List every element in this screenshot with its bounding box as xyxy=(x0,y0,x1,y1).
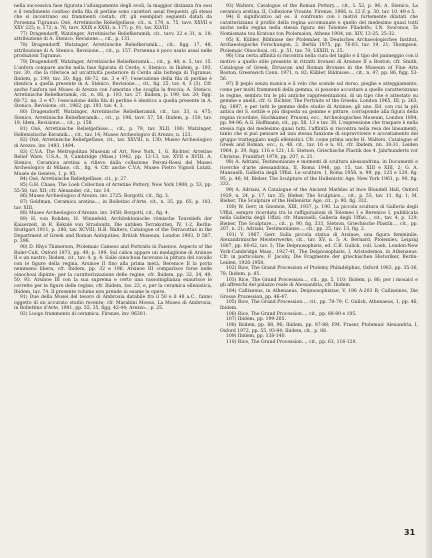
footnote: 105) Rice, The Grand Procession..., cit., pp. 78-79; C. Gulick, Athenaeus, 1, pp. 46; Ibidem. xyxy=(220,300,418,311)
footnote: 109) Ibidem, pp. 138-140. xyxy=(226,334,286,340)
footnote: 77) Dragendorff, Watzinger, Arretinische Reliefkeramik, cit., tavv. 22 e 31, n. 18; attribuzione di A. Stenico, Revisione..., cit., p. 131. xyxy=(14,31,212,43)
footnote: 95) K. Kübler, Bildnisse der Ptolemäer, in Deutsches Archaeologisches Institut, Archaeologische Forschungen, 2, Berlin 1975, pp. 76-83, tav. 19, 21; Thompson, Ptolemaic Oinochoai, cit., p. 51, tav. 70; LXXIII, n. 25. xyxy=(220,37,418,54)
footnote: 91) Due della Musei del tesoro di Ambrosia databile fra il 50 e il 48 a.C., fanno oggetto di un accurato studio recente; cfr. Marabini Moeus, La Museo di Ambrosia, in Bollettino d'Arte, 1981, pp. 55, 35, figg. 42-44; Arezzo... p. 25. xyxy=(14,295,212,312)
footnote: 110) Rice, The Grand Procession..., cit., pp. 63, 116-120. xyxy=(226,340,357,345)
footnote: 94) E significativo ad es. il confronto con i motivi fortemente dilatati che caratterizzano il profilo della regina accomunate e quello del medesimo quasi tutti anche nella regina nella stessa figura del Tolomeo Filadelfo; I.N. Svoronos, Ta Nomismata tou Kratous ton Ptolemaion, Athens 1904, nn. XIV, 13-25, 25-32. xyxy=(220,15,418,37)
footnote: 107) Ibidem, pp. 199-205. xyxy=(226,317,286,323)
footnote: nella successiva fase figurata l'allungamento degli ovoli, la maggior distanza fra essi e il rendimento confuso della fila di perline sono caratteri assai frequenti, gli stessi che si incontrano sui frammenti costati, cfr. gli esemplari seguenti datati da Porsenna Tigranus: Oxé, Arretinische Reliefgefässe, cit., n. 179, n. 75, tavv. XXVII e XXV 225; n. 172; n. 76, tavv. XXIX e XXXI; n. 177; p. 91, tav. XLVIII. xyxy=(14,4,212,32)
footnote: 79) Dragendorff, Watzinger, Arretinische Reliefkeramik..., cit., p. 48; n. 5, tav. 15. L'anfora compare anche nella fase figurata di Cerdo; v. Stenico, in Ibidem, p. 193, tav. 30, che la riferisce ad un'attività posteriore di Cerdo alla bottega di Tigranus. Ibidem, p. 199, tav. 20; figg. 68-72, nn. 3 e 47; l'esecuzione della fila di perline è identica a quella presente in A. Stenico, Revisione..., cit., fig. 25, tav. 4, 3 (3). Cfr. anche l'anfora nel Museo di Arezzo con l'amorino che scaglia la freccia; A. Stenico, Arretinische Reliefkeramik, cit., n. 86, p. 193, tav. 27. Ibidem, p. 199, tav. 20; figg. 68-72, nn. 3 e 47; l'esecuzione della fila di perline è identica a quella presente in A. Stenico, Revisione, cit., 1962, pp. 193, tav. 4, 3. xyxy=(14,60,212,110)
footnote: 101) V. 1967. Gerr. Sulla piccola statua di Arsinoe, una figura femminile, Alexandrinische Meisterwerke, cit., tav. XV, n. 5; A. Bernard, Ptolemies, Leipzig 1887, pp. 60-62, tav. 3; The Deipnosophists, ed. C.B. Gulick, coll. Loeb, London-New York-Cambridge Mass., 1927-41, The Deipnosophists, I, Aristodemos, in Athenaeus. Cfr. in particolare, F. Jacoby, Die Fragmente der griechischen Historiker, Berlin-Leiden, 1926-1958. xyxy=(220,232,418,266)
footnote: 86) Museo Archeologico d'Arezzo, inv. 2725; Borgotti, cit., fig. 3. xyxy=(20,194,170,200)
footnote: 87) Goldman, Ceramica aretina..., in Bolletino d'Arte, cit., n. 35, pp. 65; p. 183, tav. XIII. xyxy=(14,200,212,211)
footnote: 80) Dragendorff, Watzinger, Arretinische Reliefkeramik, cit., tav. 33, n. 475; Stenico, Arretinische Reliefkeramik..., cit., p. 196, tavv. 57, 58, Ibidem, p. 150, tav. 18; Idem, Revisione..., cit., p. 158. xyxy=(14,110,212,127)
footnote: 84) Oxé, Arretinische Reliefgefässe, cit., p. 27. xyxy=(20,177,128,183)
footnote: 81) Oxé, Arretinische Reliefgefässe..., cit., p. 79, tav. XLII, 180; Watzinger, Hellenistische Keramik..., cit., tav. 14; Museo Archeologico di Arezzo, n. 123. xyxy=(14,126,212,138)
page-number: 31 xyxy=(404,528,416,537)
page-edge xyxy=(426,0,432,558)
footnote: 99) A. Adriani, A Catalogue of the Ancient Marbles at Ince Blundell Hall, Oxford 1929, n. 24, p. 17, tav. 35; Bieber, The Sculpture..., cit., p. 53, tav. 11, fig. 1; M. Bieber, The Sculpture of the Hellenistic Age, cit., p. 90, fig. 332. xyxy=(220,188,418,205)
footnotes-left-column xyxy=(14,4,212,318)
footnote: 100) W. Gerr, in Gnomon, XIII, 1937, p. 190. La piccola scultura di Galleria degli Uffizi, sempre ricordata tra le raffigurazioni di Tolomeo I e Berenice I, pubblicata nella Galleria degli Uffizi; cfr. Mansuelli, Galleria degli Uffizi..., cit., tav. 4, p. 129; Bieber, The Sculpture..., cit., p. 90, fig. 333, Stetson, Griechische Plastik..., cit., pp. 207, n. 21; Adriani, Testimonianze..., cit., pp. 25, tav. 13, fig. 2. xyxy=(220,205,418,233)
footnote: 97) Il peplo senza manica e il velo che scende sul dorso, pieghe e atteggiamento, come per molti frammenti della gemma, si possono accostare a quelle caratterizzano le regine, sembra tra le più antiche rappresentazioni, di un tipo che è attestato su gemme e anelli, cfr. G. Richter, The Portraits of the Greeks, London 1965, III, p. 263, fig. 1897, e per tutti le gemme dello studio di Arsinoe; gli uno. Ed. con cui la più antica del S. sottile e più disposta su gemme e pitture, corrisponde alla figura della regina ricordate, Hochkamer, Prusoni, ecc., Archeologisches Museum, London 1894, pp. 94-96; A.G. Hoffmann, cit., pp. 56, 13 e tav. 38. L'espressione che traspare è nella stessa riga del medesimo quasi tutti, l'affinità si riscontra nella resa dei lineamenti, tanto che si può pensare ad una stessa funzione di sopravvivere e accostamento del gruppo tratteggiato negli ellenistici. Cfr. come prima anche H. Walters, Catalogue of Greek and Roman, ecc., n. 48, cit., tav. 16 e n. 81, cfr. Ibidem, nn. 30-31, Leiden 1964, p. 39, figg. 116 e 121; I.S. Stetson, Griechische Plastik des 4. Jahrhunderts vor Christus, Frankfurt 1978, pp. 207, n. 21. xyxy=(220,82,418,160)
footnote: 104) Callixenus, in Athenaeus, Deipnosophistae, V, 196 A-203 B; Callixeinos, Die Grosse Prozession, pp. 46-47. xyxy=(220,288,418,300)
footnote: 90) D. Rhys Thimerson, Ptolemaic Cameos and Portraits in Faience. Aspects of the Ruler-Cult, Oxford 1973, pp. 49; p. 199. Sul calice appare un medaglione di Arsinoe II e un nastro; Ibidem, cit., tav. 4; p. 4. Sulle oinochoai facevano la pittura del cavallo con le figure della regina, Arsinoe II fino alla prima metà, Berenice II la porta nemmeno libera, cfr. Ibidem, pp. 32 e 196. Arsinoe III comparisce forse nelle oinochoai dipinte; per la caratterizzazione delle regine, cfr. Ibidem, pp. 32, 34, 49, 50, 93. Arsinoe III con la sua suprema e certo una rassomiglianza esaurisce le corrette per le figure delle regine, cfr. Ibidem, tav. 23, e, per la ceramica ellenistica, Ibidem, tav. 74. Il presente volume non prende in esame le opere. xyxy=(14,245,212,295)
footnote: 83) C.V.A. The Metropolitan Museum of Art, New York, 1, G. Richter, Arretine Relief Ware, U.S.A., 9, Cambridge (Mass.) 1942, pp. 12-13, tav. XVII e XVIII. A. Stenico, Ceramica aretina a rilievo dalla collezione Peroni-Rossi del Museo Archeologico di Milano, cit., fig. 4. Cfr. anche C.V.A. Museo Pietro Vignoli Lutati, Musée de Genève, 1, p. 95. xyxy=(14,149,212,177)
footnote: 93) Walters, Catalogue of the Roman Pottery..., cit., L 52, p. 96; A. Stenico, La ceramica aretina, II, Collezione Vivante, Firenze, 1966, n. 22 F, p. 30, tav. 10, 49 e 5. xyxy=(220,4,418,15)
footnote: 103) Rice, The Grand Procession..., cit., pp. 5, 110; Ibidem, p. 86; per i mosaici e gli affreschi del palazzo reale di Alessandria, cfr. Ibidem. xyxy=(220,277,418,289)
footnote: 102) Rice, The Grand Procession of Ptolemy Philadelphus, Oxford 1983, pp. 35-36, 78; Ibidem, p. 85. xyxy=(220,266,418,277)
footnotes-right-column xyxy=(220,4,418,346)
footnote: 82) Oxé, Arretinische Reliefgefässe, cit., tav. XXVIII, n. 130; Museo Archeologico di Arezzo, inv. 1493, 1494. xyxy=(14,138,212,149)
footnote: 98) A. Adriani, Testimonianze e momenti di scultura alessandrina, in Documenti e ricerche d'arte alessandrina, II, Roma 1948, pp. 15, tav. XIII e XIII, 2; G. A. Mansuelli, Galleria degli Uffizi. Le sculture, I, Roma 1958, n. 99, pp. 125 e 129, fig. 95, p. 46; M. Bieber, The Sculpture of the Hellenistic Age, New York 1961, p. 90, fig. 333. xyxy=(220,160,418,188)
footnote: 78) Dragendorff, Watzinger, Arretinische Reliefkeramik..., cit., figg. 17, 48, attribuzione di A. Stenico, Revisione..., cit., p. 157. Porsenna è poco usato assai nelle produzioni Tigranus. xyxy=(14,43,212,60)
footnote: 88) Museo Archeologico d'Arezzo, inv. 3458; Borgotti, cit., fig. 4. xyxy=(20,211,170,217)
footnote: 89) H. von Rohden, H. Winnefeld, Architektonische römische Tonreliefs der Kaiserzeit, in R. Kekulé von Stradonitz, Die antiken Terrakotten, IV, 1-2, Berlin-Stuttgart 1911, p. 280, tav. XCVIII; H.B. Walters, Catalogue of the Terracottas in the Department of Greek and Roman Antiquities, British Museum, London 1903, D 587, p. 396. xyxy=(14,217,212,245)
footnote: 108) Ibidem, pp. 88, 96; Ibidem, pp. 87-88; P.M. Fraser, Ptolemaic Alexandria, I, Oxford 1972, pp. 55, 93-94; Ibidem, cit., p. 88. xyxy=(220,322,418,334)
footnote: 92) Luogo frammento di ceramica. Firenze, inv. 96301. xyxy=(20,312,148,318)
footnote: 96) Una certa affinità si riscontra nella cura del taglio e il tipo del panneggio con il motivo a quello stile presente in ritratti bronzei di Arsinoe II a Boston, cfr. Smith, Catalogue of Greek, Etruscan and Roman Bronzes in the Museum of Fine Arts Boston, Greenwich Conn. 1971, n. 82; Kübler, Bildnisse..., cit., n. 47, pp. 86, figg. 53-56. xyxy=(220,54,418,82)
footnote: 106) Rice, The Grand Procession..., cit., pp. 88-89 e 105. xyxy=(226,311,357,317)
footnote: 85) G.H. Chase, The Loeb Collection of Arretine Pottery, New York 1908, p. 53, pp. 55-56, tav. XII; cfr. Alexander, cit., tav. 14. xyxy=(14,183,212,194)
